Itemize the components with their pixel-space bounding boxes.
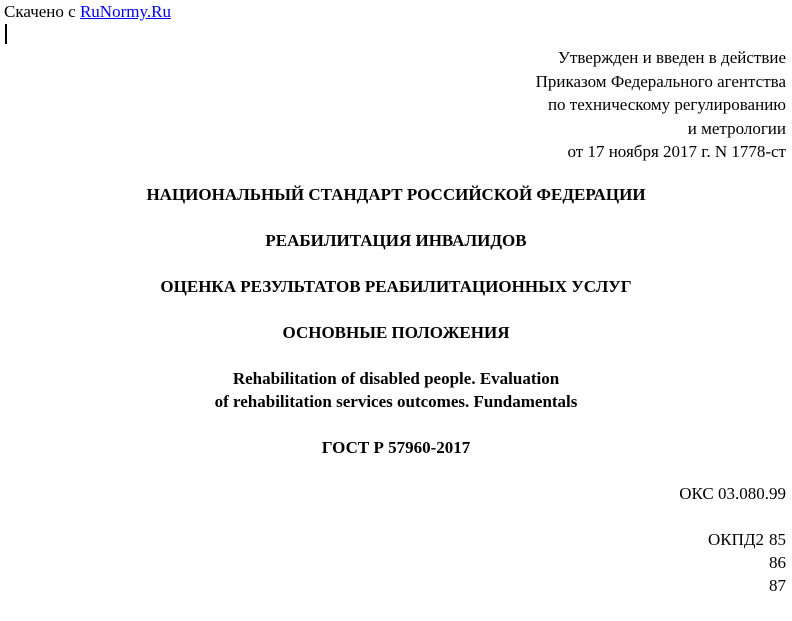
english-title-line-2: of rehabilitation services outcomes. Fundamentals	[214, 392, 578, 411]
english-title-line-1: Rehabilitation of disabled people. Evaluation	[232, 369, 560, 388]
okpd-label: ОКПД2	[708, 530, 764, 549]
approval-line: от 17 ноября 2017 г. N 1778-ст	[567, 142, 786, 162]
national-standard-title: НАЦИОНАЛЬНЫЙ СТАНДАРТ РОССИЙСКОЙ ФЕДЕРАЦИИ	[146, 185, 646, 204]
evaluation-title: ОЦЕНКА РЕЗУЛЬТАТОВ РЕАБИЛИТАЦИОННЫХ УСЛУГ	[160, 277, 632, 296]
okpd-code: 87	[769, 576, 786, 595]
okpd-block	[708, 528, 786, 597]
text-cursor	[5, 24, 7, 44]
gost-number: ГОСТ Р 57960-2017	[321, 438, 471, 457]
rehab-title: РЕАБИЛИТАЦИЯ ИНВАЛИДОВ	[265, 231, 527, 250]
approval-line: и метрологии	[687, 118, 786, 138]
approval-block	[536, 46, 786, 164]
download-prefix: Скачено с	[4, 2, 76, 21]
runormy-link[interactable]: RuNormy.Ru	[79, 2, 171, 21]
download-source-line	[4, 2, 171, 22]
okpd-row	[708, 528, 786, 551]
approval-line: по техническому регулированию	[547, 95, 786, 115]
basic-provisions-title: ОСНОВНЫЕ ПОЛОЖЕНИЯ	[282, 323, 510, 342]
okpd-code: 86	[769, 553, 786, 572]
okpd-code: 85	[769, 530, 786, 549]
approval-line: Утвержден и введен в действие	[557, 48, 786, 67]
okpd-row	[708, 574, 786, 597]
approval-line: Приказом Федерального агентства	[535, 71, 786, 91]
okpd-row	[708, 551, 786, 574]
oks-code: ОКС 03.080.99	[679, 484, 786, 503]
